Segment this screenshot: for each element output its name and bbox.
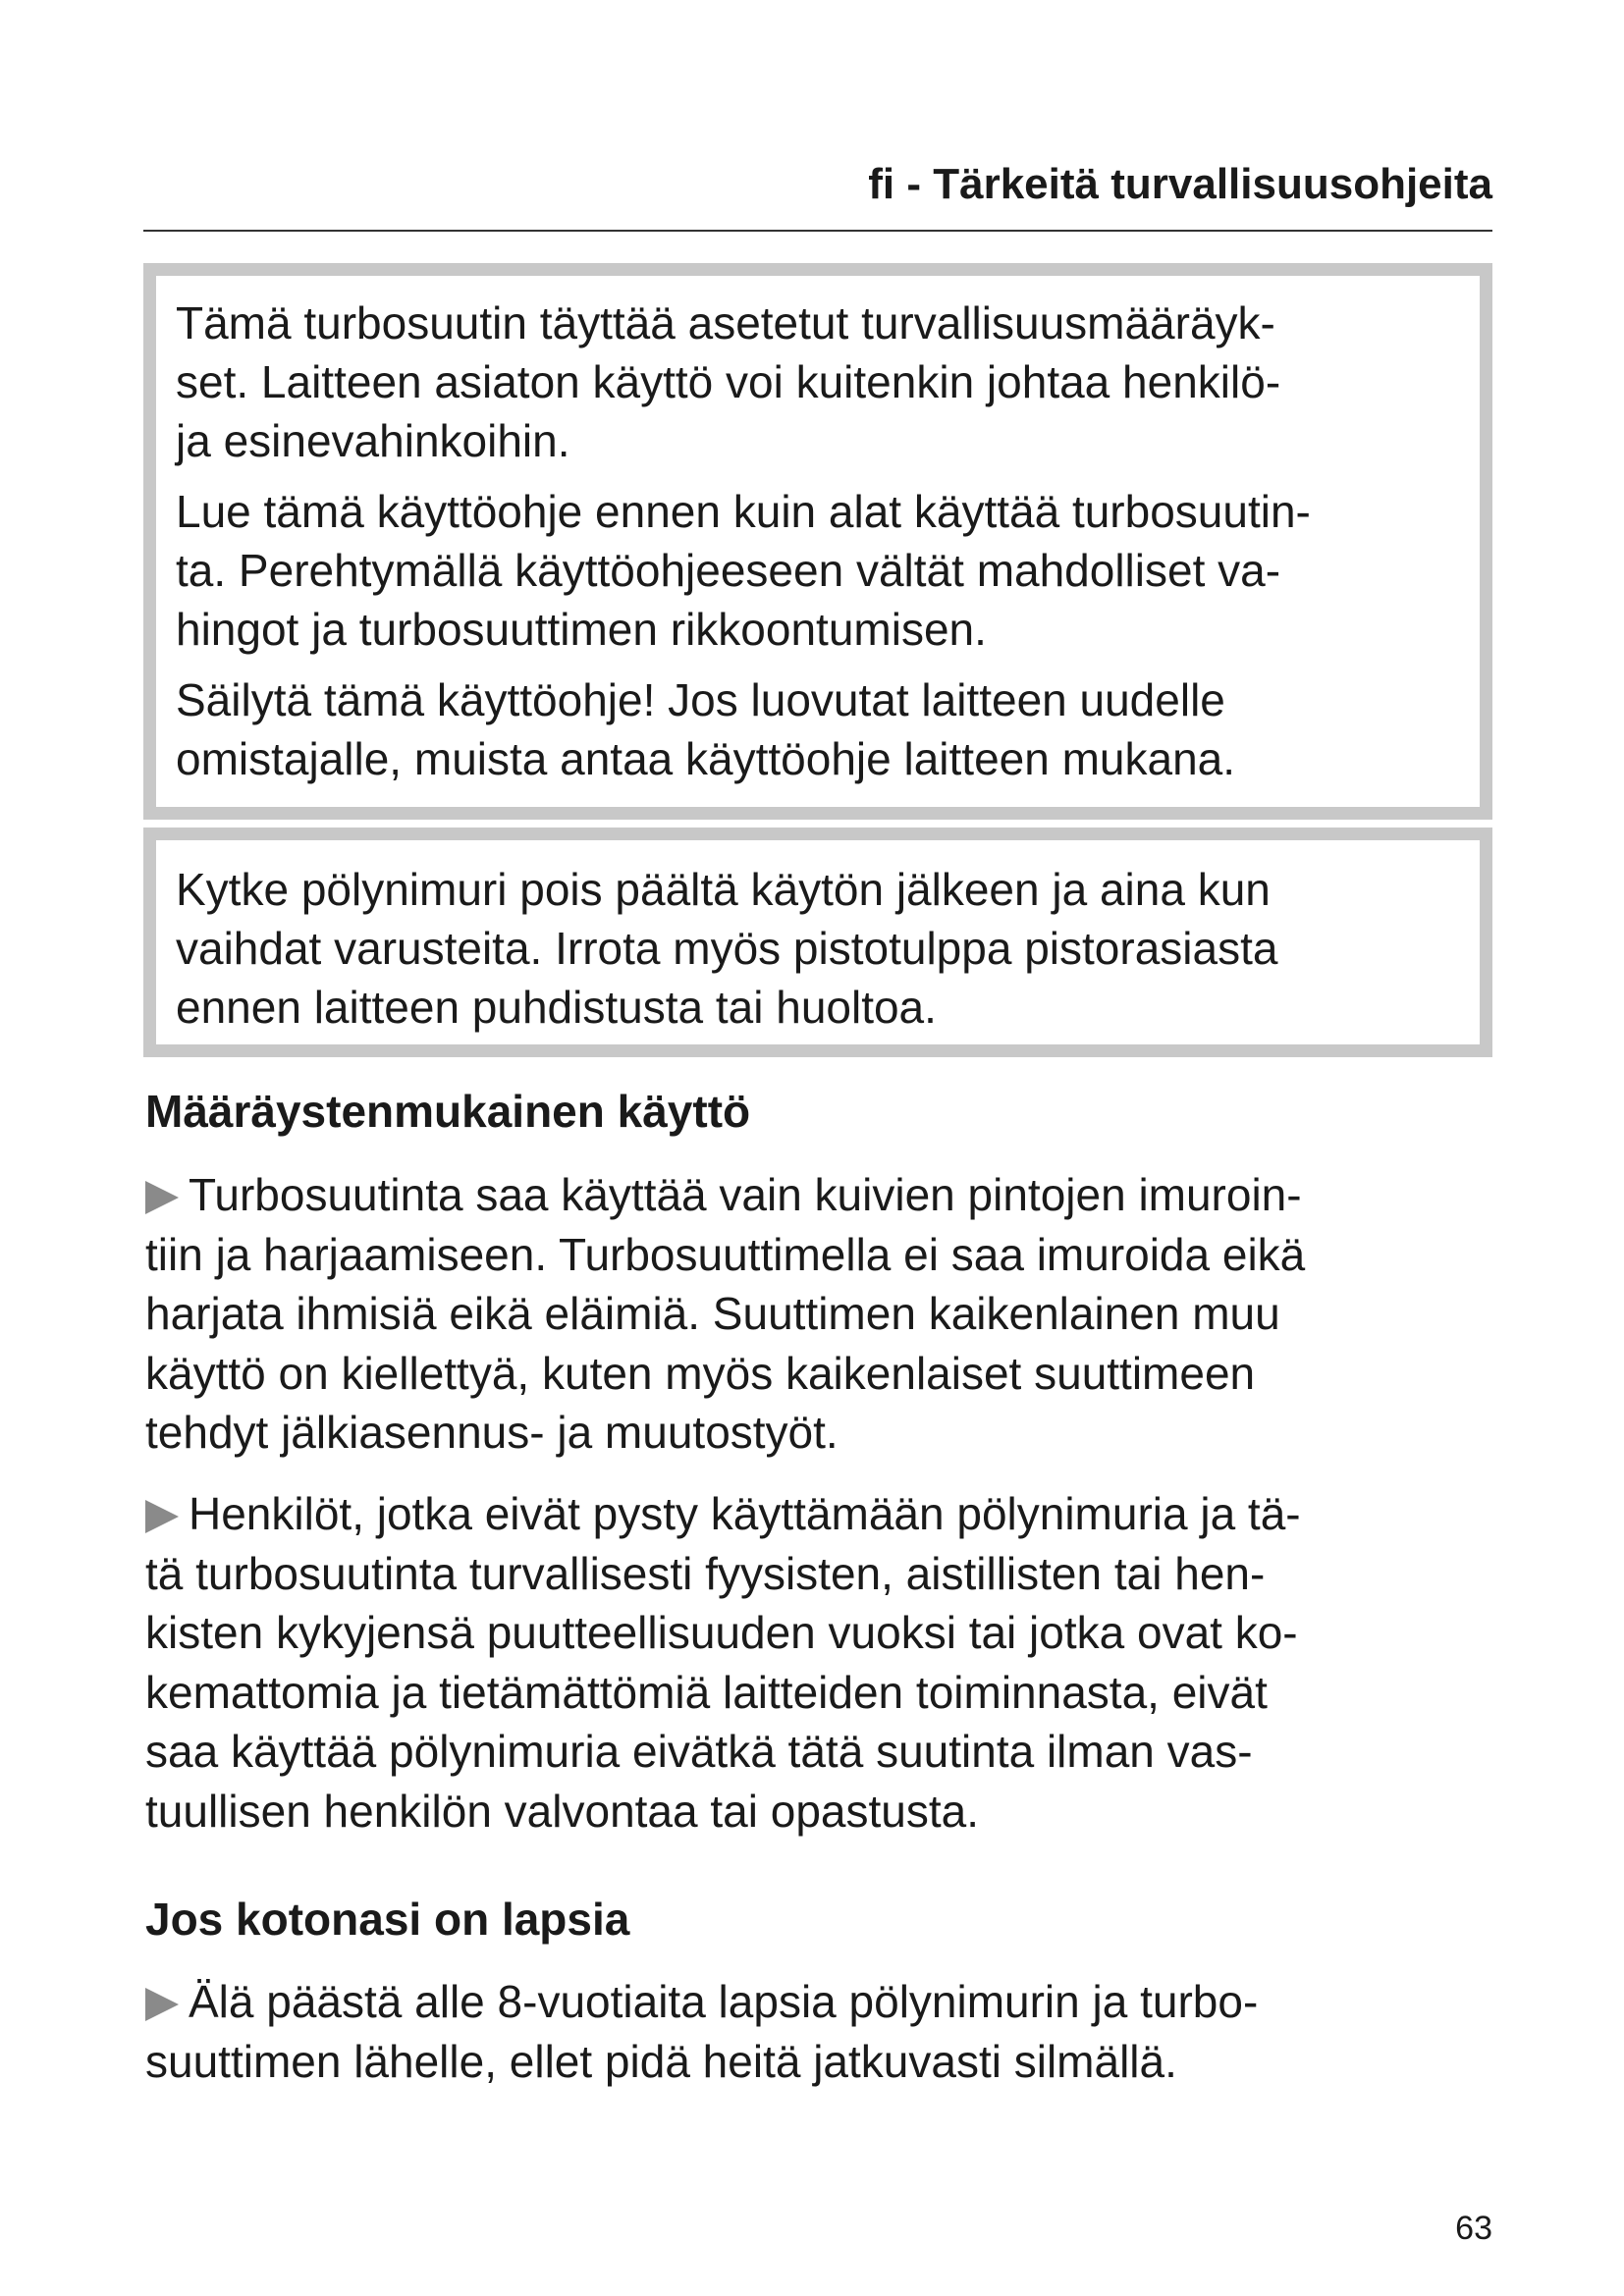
notice-paragraph [176, 860, 1460, 1037]
text-line-content: Henkilöt, jotka eivät pysty käyttämään pölynimuria ja tä- [189, 1488, 1301, 1539]
text-line [145, 1484, 1500, 1544]
notice-paragraph [176, 294, 1460, 470]
text-line: tehdyt jälkiasennus- ja muutostyöt. [145, 1407, 839, 1458]
triangle-bullet-icon [145, 1181, 179, 1214]
triangle-bullet-icon [145, 1500, 179, 1533]
text-line [145, 1972, 1500, 2032]
text-line: hingot ja turbosuuttimen rikkoontumisen. [176, 604, 987, 655]
notice-paragraph [176, 670, 1460, 788]
text-line: Säilytä tämä käyttöohje! Jos luovutat laitteen uudelle [176, 674, 1225, 725]
text-line: set. Laitteen asiaton käyttö voi kuitenkin johtaa henkilö- [176, 356, 1281, 407]
triangle-bullet-icon [145, 1988, 179, 2021]
text-line: ennen laitteen puhdistusta tai huoltoa. [176, 982, 937, 1033]
text-line: vaihdat varusteita. Irrota myös pistotulppa pistorasiasta [176, 923, 1278, 974]
text-line [145, 1165, 1500, 1225]
page-header [143, 157, 1492, 232]
text-line: Kytke pölynimuri pois päältä käytön jälkeen ja aina kun [176, 864, 1271, 915]
notice-paragraph [176, 482, 1460, 659]
bullet-paragraph [145, 1972, 1500, 2091]
text-line: omistajalle, muista antaa käyttöohje laitteen mukana. [176, 733, 1236, 784]
text-line: käyttö on kiellettyä, kuten myös kaikenlaiset suuttimeen [145, 1347, 1256, 1399]
section-heading-children: Jos kotonasi on lapsia [145, 1894, 630, 1945]
text-line: kemattomia ja tietämättömiä laitteiden toiminnasta, eivät [145, 1666, 1268, 1718]
page-header-title: fi - Tärkeitä turvallisuusohjeita [868, 160, 1492, 208]
text-line: tuullisen henkilön valvontaa tai opastusta. [145, 1785, 980, 1837]
bullet-paragraph [145, 1165, 1500, 1463]
text-line: Tämä turbosuutin täyttää asetetut turvallisuusmääräyk- [176, 297, 1275, 348]
text-line-content: Älä päästä alle 8-vuotiaita lapsia pölynimurin ja turbo- [189, 1976, 1259, 2027]
text-line: kisten kykyjensä puutteellisuuden vuoksi tai jotka ovat ko- [145, 1607, 1298, 1658]
text-line: ta. Perehtymällä käyttöohjeeseen vältät mahdolliset va- [176, 545, 1281, 596]
warning-notice-box [143, 828, 1492, 1057]
text-line: tä turbosuutinta turvallisesti fyysisten, aistillisten tai hen- [145, 1547, 1266, 1599]
text-line: tiin ja harjaamiseen. Turbosuuttimella ei saa imuroida eikä [145, 1228, 1306, 1280]
bullet-paragraph [145, 1484, 1500, 1841]
safety-notice-box [143, 263, 1492, 820]
page-number: 63 [1455, 2210, 1492, 2247]
section-heading-intended-use: Määräystenmukainen käyttö [145, 1086, 751, 1137]
text-line: Lue tämä käyttöohje ennen kuin alat käyttää turbosuutin- [176, 486, 1311, 537]
text-line: suuttimen lähelle, ellet pidä heitä jatkuvasti silmällä. [145, 2035, 1177, 2087]
text-line: harjata ihmisiä eikä eläimiä. Suuttimen kaikenlainen muu [145, 1288, 1280, 1339]
text-line: saa käyttää pölynimuria eivätkä tätä suutinta ilman vas- [145, 1726, 1253, 1777]
text-line: ja esinevahinkoihin. [176, 415, 570, 466]
text-line-content: Turbosuutinta saa käyttää vain kuivien pintojen imuroin- [189, 1169, 1302, 1220]
